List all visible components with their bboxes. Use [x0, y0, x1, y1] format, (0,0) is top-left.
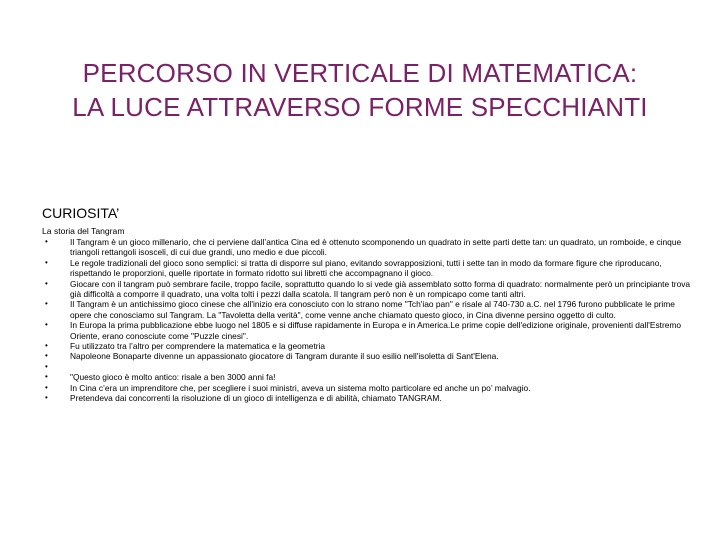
bullet-dot: • [45, 393, 48, 403]
bullet-dot: • [45, 372, 48, 382]
bullet-item [42, 393, 692, 403]
bullet-dot: • [45, 320, 48, 330]
bullet-item [42, 341, 692, 351]
bullet-text: Giocare con il tangram può sembrare facile, troppo facile, soprattutto quando lo si vede già assemblato sotto forma di quadrato: normalmente però un principiante trova già difficoltà a comporre il quadrato, una volta tolti i pezzi dalla scatola. Il tangram però non è un rompicapo come tanti altri. [70, 278, 691, 300]
bullet-item [42, 320, 692, 341]
bullet-item [42, 279, 692, 300]
bullet-item-empty [42, 362, 692, 372]
bullet-item [42, 372, 692, 382]
curiosita-heading: CURIOSITA’ [42, 205, 120, 221]
bullet-list [42, 237, 692, 403]
bullet-dot: • [45, 382, 48, 392]
bullet-dot: • [45, 341, 48, 351]
bullet-dot: • [45, 361, 48, 371]
bullet-item [42, 383, 692, 393]
bullet-text: In Europa la prima pubblicazione ebbe luogo nel 1805 e si diffuse rapidamente in Europa e in America.Le prime copie dell'edizione originale, provenienti dall'Estremo Oriente, erano conosciute come "Puzzle cinesi". [70, 320, 682, 341]
bullet-item [42, 258, 692, 279]
bullet-text: Le regole tradizionali del gioco sono semplici: si tratta di disporre sul piano, evitando sovrapposizioni, tutti i sette tan in modo da formare figure che riproducano, rispettando le proporzioni, quelle riportate in formato ridotto sui libretti che accompagnano il gioco. [70, 257, 662, 279]
bullet-text: Il Tangram è un antichissimo gioco cinese che all'inizio era conosciuto con lo strano nome "Tch'iao pan" e risale al 740-730 a.C. nel 1796 furono pubblicate le prime opere che conosciamo sul Tangram. La "Tavoletta della verità", come venne anche chiamato questo gioco, in Cina divenne persino oggetto di culto. [70, 299, 675, 320]
slide-title-line-2: LA LUCE ATTRAVERSO FORME SPECCHIANTI [72, 92, 648, 122]
tangram-history-heading: La storia del Tangram [42, 226, 125, 236]
bullet-text: Il Tangram è un gioco millenario, che ci perviene dall’antica Cina ed è ottenuto scomponendo un quadrato in sette parti dette tan: un quadrato, un romboide, e cinque triangoli rettangoli isosceli, di cui due grandi, uno medio e due piccoli. [70, 237, 682, 258]
bullet-text: Pretendeva dai concorrenti la risoluzione di un gioco di intelligenza e di abilità, chiamato TANGRAM. [70, 393, 442, 404]
bullet-dot: • [45, 299, 48, 309]
bullet-item [42, 351, 692, 361]
bullet-text: In Cina c’era un imprenditore che, per scegliere i suoi ministri, aveva un sistema molto particolare ed anche un po’ malvagio. [70, 382, 531, 393]
bullet-dot: • [45, 237, 48, 246]
slide-title-line-1: PERCORSO IN VERTICALE DI MATEMATICA: [82, 58, 638, 88]
bullet-item [42, 299, 692, 320]
slide-title [40, 56, 680, 124]
bullet-dot: • [45, 257, 48, 267]
bullet-text: "Questo gioco è molto antico: risale a ben 3000 anni fa! [70, 372, 276, 383]
bullet-text: Fu utilizzato tra l’altro per comprendere la matematica e la geometria [70, 341, 326, 352]
bullet-dot: • [45, 278, 48, 288]
bullet-item [42, 237, 692, 258]
bullet-dot: • [45, 351, 48, 361]
bullet-text: Napoleone Bonaparte divenne un appassionato giocatore di Tangram durante il suo esilio nell'isoletta di Sant'Elena. [70, 351, 499, 362]
